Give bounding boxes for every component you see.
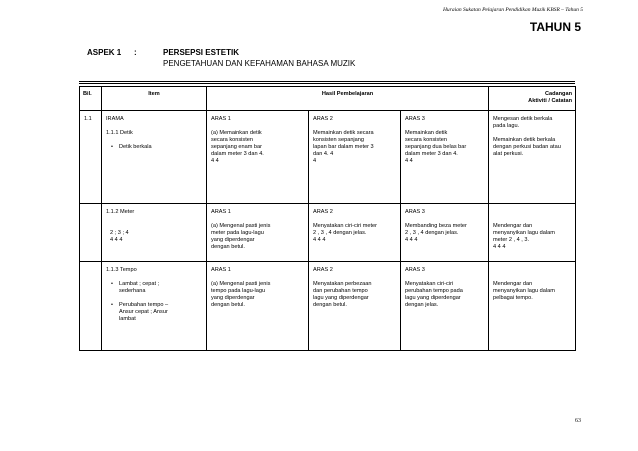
- aras3-cell: [401, 262, 489, 351]
- aras2-cell: [309, 111, 401, 204]
- row-item: [102, 111, 207, 204]
- aras3-cell: [401, 111, 489, 204]
- aras3-text: Membanding beza meter 2 , 3 , 4 dengan jelas. 4 4 4: [405, 223, 467, 243]
- aras1-title: ARAS 1: [211, 209, 231, 215]
- aras1-title: ARAS 1: [211, 116, 231, 122]
- aras1-cell: [207, 204, 309, 262]
- header-hasil: Hasil Pembelajaran: [207, 87, 489, 111]
- row-item: [102, 262, 207, 351]
- cadangan-text: Mendengar dan menyanyikan lagu dalam meter 2 , 4 , 3. 4 4 4: [493, 223, 555, 250]
- aras3-title: ARAS 3: [405, 116, 425, 122]
- aras1-cell: [207, 262, 309, 351]
- aras2-title: ARAS 2: [313, 267, 333, 273]
- row-bil: [80, 262, 102, 351]
- aras3-title: ARAS 3: [405, 267, 425, 273]
- aras2-title: ARAS 2: [313, 209, 333, 215]
- aspek-title: PERSEPSI ESTETIK: [163, 48, 240, 57]
- aspek-subtitle: PENGETAHUAN DAN KEFAHAMAN BAHASA MUZIK: [163, 59, 356, 68]
- row-bil: [80, 204, 102, 262]
- row-bil: 1.1: [80, 111, 102, 204]
- cadangan-cell: Mengesan detik berkala pada lagu. Memainkan detik berkala dengan perkusi badan atau alat perkusi.: [489, 111, 576, 204]
- page-number: 63: [575, 418, 581, 424]
- aspek-colon: :: [134, 48, 137, 57]
- aras1-cell: [207, 111, 309, 204]
- divider-line-double: [79, 83, 575, 84]
- table-header-row: [80, 87, 576, 111]
- meter-values: 2 ; 3 ; 4 4 4 4: [110, 230, 129, 243]
- item-bullet: • Perubahan tempo – Ansur cepat ; Ansur lambat: [110, 302, 202, 323]
- aras2-cell: [309, 262, 401, 351]
- aras2-cell: [309, 204, 401, 262]
- item-sub: 1.1.1 Detik: [106, 130, 133, 136]
- aras2-text: Menyatakan perbezaan dan perubahan tempo lagu yang diperdengar dengan betul.: [313, 281, 372, 308]
- aras1-text: (a) Memainkan detik secara konsisten sepanjang enam bar dalam meter 3 dan 4. 4 4: [211, 130, 264, 164]
- aras1-text: (a) Mengenal pasti jenis tempo pada lagu-lagu yang diperdengar dengan betul.: [211, 281, 271, 308]
- tahun-label: TAHUN 5: [529, 20, 581, 34]
- aras3-title: ARAS 3: [405, 209, 425, 215]
- item-sub: 1.1.3 Tempo: [106, 267, 137, 273]
- table-row: [80, 204, 576, 262]
- aras2-text: Menyatakan ciri-ciri meter 2 , 3 , 4 dengan jelas. 4 4 4: [313, 223, 378, 243]
- item-bullet: • Lambat ; cepat ; sederhana: [110, 281, 202, 295]
- aras3-text: Menyatakan ciri-ciri perubahan tempo pada lagu yang diperdengar dengan jelas.: [405, 281, 463, 308]
- aras3-text: Memainkan detik secara konsisten sepanjang dua belas bar dalam meter 3 dan 4. 4 4: [405, 130, 467, 164]
- aras2-text: Memainkan detik secara konsisten sepanjang lapan bar dalam meter 3 dan 4. 4 4: [313, 130, 374, 164]
- cadangan-cell: [489, 204, 576, 262]
- row-item: [102, 204, 207, 262]
- item-bullet: • Detik berkala: [110, 144, 202, 151]
- table-row: [80, 111, 576, 204]
- cadangan-cell: [489, 262, 576, 351]
- header-cadangan: Cadangan Aktiviti / Catatan: [489, 87, 576, 111]
- syllabus-table: [79, 86, 576, 351]
- cadangan-text: Mendengar dan menyanyikan lagu dalam pelbagai tempo.: [493, 281, 555, 301]
- item-sub: 1.1.2 Meter: [106, 209, 135, 215]
- aras1-title: ARAS 1: [211, 267, 231, 273]
- table-row: [80, 262, 576, 351]
- aspek-label: ASPEK 1: [87, 48, 122, 57]
- document-title: Huraian Sukatan Pelajaran Pendidikan Muzik KBSR – Tahun 5: [442, 7, 583, 13]
- header-bil: Bil.: [80, 87, 102, 111]
- aras1-text: (a) Mengenal pasti jenis meter pada lagu-lagu yang diperdengar dengan betul.: [211, 223, 271, 250]
- header-item: Item: [102, 87, 207, 111]
- divider-line: [79, 81, 575, 82]
- item-title: IRAMA: [106, 116, 124, 122]
- aras3-cell: [401, 204, 489, 262]
- aras2-title: ARAS 2: [313, 116, 333, 122]
